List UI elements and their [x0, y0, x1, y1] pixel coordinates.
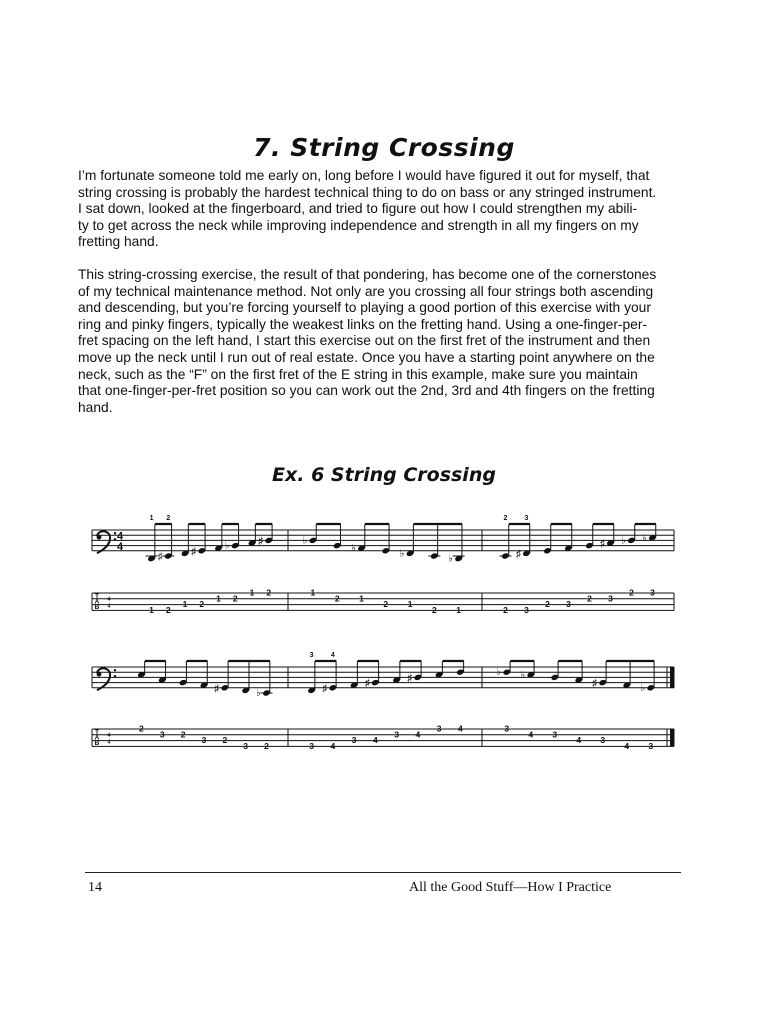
tab-fret-number: 2: [232, 593, 238, 604]
fingering-number: 4: [330, 652, 335, 659]
final-barline-thick: [670, 667, 674, 688]
running-head: All the Good Stuff—How I Practice: [409, 880, 612, 895]
tab-fret-number: 2: [139, 723, 144, 734]
footer-divider: [85, 872, 681, 873]
bass-clef-dot: [114, 532, 116, 534]
sharp-icon: ♯: [214, 683, 220, 695]
tab-fret-number: 2: [266, 587, 272, 598]
tab-fret-number: 1: [149, 604, 154, 615]
paragraph-line: of my technical maintenance method. Not only are you crossing all four strings both ascending: [78, 283, 654, 299]
flat-icon: ♭: [399, 548, 405, 560]
tab-time-bottom: 4: [107, 604, 111, 610]
tab-fret-number: 4: [457, 723, 463, 734]
tab-fret-number: 4: [528, 729, 534, 740]
fingering-number: 3: [524, 515, 529, 522]
tab-fret-number: 3: [159, 729, 165, 740]
notation-svg: [80, 645, 688, 760]
flat-icon: ♭: [621, 535, 626, 547]
tab-fret-number: 3: [648, 740, 654, 751]
tab-label-letter: B: [94, 740, 100, 748]
tab-fret-number: 2: [431, 604, 437, 615]
tab-fret-number: 1: [359, 593, 364, 604]
tab-fret-number: 3: [351, 735, 357, 746]
tab-fret-number: 2: [503, 604, 508, 615]
sharp-icon: ♯: [191, 546, 197, 558]
paragraph-line: I’m fortunate someone told me early on, long before I would have figured it out for myself, that: [78, 168, 650, 183]
notation-system-2: [80, 645, 688, 760]
sharp-icon: ♯: [515, 548, 521, 560]
tab-fret-number: 3: [201, 735, 207, 746]
paragraph-line: ring and pinky fingers, typically the weakest links on the fretting hand. Using a one-finger-per-: [78, 316, 648, 332]
tab-fret-number: 1: [182, 599, 188, 610]
flat-icon: ♭: [302, 535, 308, 547]
tab-fret-number: 3: [394, 729, 399, 740]
tab-fret-number: 2: [165, 604, 171, 615]
tab-fret-number: 3: [650, 587, 655, 598]
flat-icon: ♭: [496, 667, 502, 679]
paragraph-line: I sat down, looked at the fingerboard, and tried to figure out how I could strengthen my abili-: [78, 201, 638, 217]
tab-fret-number: 3: [504, 723, 510, 734]
tab-label-letter: A: [94, 734, 100, 742]
page-title: 7. String Crossing: [253, 133, 515, 162]
example-title: Ex. 6 String Crossing: [272, 464, 496, 486]
bass-clef-icon: [97, 668, 110, 690]
bass-clef-dot: [114, 538, 116, 540]
tab-fret-number: 4: [330, 740, 336, 751]
tab-fret-number: 4: [624, 740, 630, 751]
body-paragraph-2: [78, 267, 690, 416]
flat-icon: ♭: [448, 553, 454, 565]
tab-fret-number: 1: [407, 599, 413, 610]
sharp-icon: ♯: [599, 538, 605, 550]
tab-fret-number: 3: [436, 723, 442, 734]
tab-label-letter: T: [95, 729, 99, 736]
tab-fret-number: 1: [310, 587, 316, 598]
flat-icon: ♭: [640, 682, 646, 694]
fingering-number: 1: [149, 515, 154, 522]
bass-clef-dot: [114, 675, 116, 677]
tab-fret-number: 2: [222, 735, 228, 746]
flat-icon: ♭: [224, 540, 230, 552]
tab-time-top: 4: [107, 733, 111, 739]
tab-fret-number: 2: [334, 593, 340, 604]
tab-label-letter: T: [95, 593, 99, 600]
tab-fret-number: 3: [600, 735, 606, 746]
bass-clef-dot: [114, 669, 116, 671]
tab-fret-number: 3: [608, 593, 613, 604]
notation-svg: [80, 508, 688, 620]
tab-fret-number: 2: [264, 740, 269, 751]
sharp-icon: ♯: [592, 678, 598, 690]
tab-time-top: 4: [107, 597, 111, 603]
time-signature-top: 4: [116, 530, 124, 543]
tab-fret-number: 1: [249, 587, 255, 598]
paragraph-line: This string-crossing exercise, the result of that pondering, has become one of the cornerstones: [78, 267, 657, 282]
tab-fret-number: 3: [524, 604, 529, 615]
tab-fret-number: 3: [566, 599, 571, 610]
flat-icon: ♭: [256, 688, 261, 699]
sharp-icon: ♯: [157, 551, 163, 563]
time-signature-bottom: 4: [116, 540, 124, 553]
flat-icon: ♭: [520, 669, 526, 681]
bass-clef-dot: [97, 535, 102, 540]
tab-fret-number: 3: [552, 729, 558, 740]
fingering-number: 3: [309, 652, 314, 659]
sharp-icon: ♯: [322, 683, 328, 695]
bass-clef-icon: [97, 531, 110, 553]
tab-fret-number: 2: [587, 593, 592, 604]
tab-label-letter: A: [94, 598, 100, 606]
tab-fret-number: 3: [309, 740, 314, 751]
tab-fret-number: 2: [383, 599, 389, 610]
paragraph-line: that one-finger-per-fret position so you can work out the 2nd, 3rd and 4th fingers on the fretting: [78, 383, 655, 399]
tab-fret-number: 4: [372, 735, 378, 746]
fingering-number: 2: [166, 515, 171, 522]
body-paragraph-1: [78, 168, 690, 251]
tab-fret-number: 1: [456, 604, 462, 615]
paragraph-line: hand.: [78, 399, 113, 415]
sharp-icon: ♯: [364, 678, 370, 690]
tab-fret-number: 4: [576, 735, 582, 746]
paragraph-line: move up the neck until I run out of real estate. Once you have a starting point anywhere on the: [78, 349, 655, 365]
tab-fret-number: 4: [415, 729, 421, 740]
tab-fret-number: 3: [243, 740, 249, 751]
page-number: 14: [88, 880, 102, 895]
flat-icon: ♭: [642, 532, 647, 544]
tab-time-bottom: 4: [107, 740, 111, 746]
tab-fret-number: 2: [180, 729, 186, 740]
paragraph-line: neck, such as the “F” on the first fret of the E string in this example, make sure you maintain: [78, 366, 638, 382]
bass-clef-dot: [97, 672, 102, 677]
paragraph-line: fretting hand.: [78, 234, 159, 250]
tab-fret-number: 2: [199, 599, 205, 610]
sharp-icon: ♯: [407, 672, 413, 684]
fingering-number: 2: [503, 515, 508, 522]
tab-fret-number: 2: [629, 587, 634, 598]
tab-fret-number: 1: [216, 593, 221, 604]
tab-fret-number: 2: [545, 599, 550, 610]
final-barline-thick: [670, 729, 674, 746]
notation-system-1: [80, 508, 688, 620]
paragraph-line: string crossing is probably the hardest technical thing to do on bass or any stringed instrument.: [78, 184, 657, 200]
flat-icon: ♭: [351, 543, 356, 555]
paragraph-line: fret spacing on the left hand, I start this exercise out on the first fret of the instrument and then: [78, 333, 651, 349]
sharp-icon: ♯: [258, 535, 264, 547]
paragraph-line: ty to get across the neck while improving independence and strength in all my fingers on my: [78, 217, 639, 233]
paragraph-line: and descending, but you’re forcing yourself to playing a good portion of this exercise with your: [78, 300, 651, 316]
tab-label-letter: B: [94, 604, 100, 612]
